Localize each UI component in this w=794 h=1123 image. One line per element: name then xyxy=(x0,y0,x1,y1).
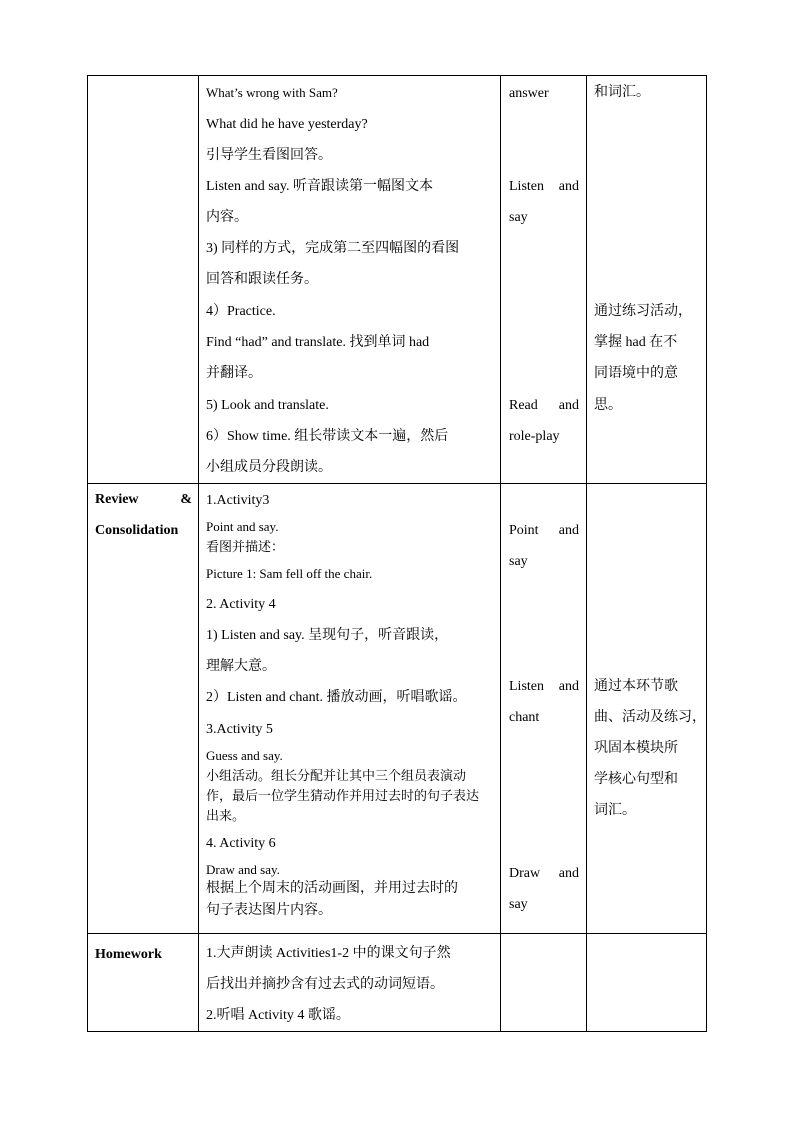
lesson-plan-table xyxy=(87,75,707,1032)
process-line: What’s wrong with Sam? xyxy=(206,85,338,100)
activity-line: role-play xyxy=(509,429,560,444)
purpose-line: 巩固本模块所 xyxy=(594,741,678,756)
purpose-cell xyxy=(587,484,707,934)
stage-cell xyxy=(88,76,199,484)
table-row xyxy=(88,76,707,484)
process-line: 引导学生看图回答。 xyxy=(206,148,332,163)
table-row xyxy=(88,484,707,934)
activity-cell xyxy=(501,76,587,484)
process-line: 后找出并摘抄含有过去式的动词短语。 xyxy=(206,977,444,992)
process-line: 6）Show time. 组长带读文本一遍，然后 xyxy=(206,429,449,444)
purpose-line: 学核心句型和 xyxy=(594,772,678,787)
process-line: Listen and say. 听音跟读第一幅图文本 xyxy=(206,179,433,194)
process-line: 3.Activity 5 xyxy=(206,722,273,737)
process-line: 5) Look and translate. xyxy=(206,398,329,413)
activity-line: Read and xyxy=(509,398,579,413)
process-line: 内容。 xyxy=(206,210,248,225)
process-cell xyxy=(199,484,501,934)
activity-line: Listen and xyxy=(509,179,579,194)
process-line: Point and say. xyxy=(206,519,279,534)
process-cell xyxy=(199,76,501,484)
process-line: 2）Listen and chant. 播放动画，听唱歌谣。 xyxy=(206,690,467,705)
process-line: 句子表达图片内容。 xyxy=(206,903,332,918)
activity-line: Draw and xyxy=(509,866,579,881)
purpose-line: 和词汇。 xyxy=(594,85,650,100)
purpose-cell xyxy=(587,934,707,1032)
purpose-line: 思。 xyxy=(594,398,622,413)
activity-line: say xyxy=(509,210,528,225)
process-line: 根据上个周末的活动画图，并用过去时的 xyxy=(206,881,458,896)
process-line: Draw and say. xyxy=(206,862,280,877)
activity-line: answer xyxy=(509,86,549,101)
process-line: 2.听唱 Activity 4 歌谣。 xyxy=(206,1008,350,1023)
process-line: 看图并描述： xyxy=(206,539,285,554)
activity-cell xyxy=(501,484,587,934)
process-line: 作，最后一位学生猜动作并用过去时的句子表达 xyxy=(206,788,480,803)
process-line: 1.Activity3 xyxy=(206,493,270,508)
activity-line: say xyxy=(509,554,528,569)
stage-label xyxy=(95,491,192,509)
activity-line: say xyxy=(509,897,528,912)
process-line: 1.大声朗读 Activities1-2 中的课文句子然 xyxy=(206,946,451,961)
stage-cell xyxy=(88,934,199,1032)
process-cell xyxy=(199,934,501,1032)
activity-line: chant xyxy=(509,710,540,725)
process-line: 2. Activity 4 xyxy=(206,597,276,612)
activity-line: Listen and xyxy=(509,679,579,694)
stage-line: Consolidation xyxy=(95,523,179,538)
purpose-line: 同语境中的意 xyxy=(594,366,678,381)
process-line: Guess and say. xyxy=(206,748,283,763)
activity-cell xyxy=(501,934,587,1032)
activity-line: Point and xyxy=(509,523,579,538)
stage-cell xyxy=(88,484,199,934)
purpose-line: 曲、活动及练习， xyxy=(594,710,706,725)
process-line: 出来。 xyxy=(206,808,246,823)
purpose-line: 掌握 had 在不 xyxy=(594,335,678,350)
purpose-line: 通过本环节歌 xyxy=(594,679,678,694)
process-line: 理解大意。 xyxy=(206,659,276,674)
process-line: 回答和跟读任务。 xyxy=(206,272,318,287)
stage-line-text: Review & xyxy=(95,492,192,507)
process-line: 小组成员分段朗读。 xyxy=(206,460,332,475)
process-line: Picture 1: Sam fell off the chair. xyxy=(206,566,373,581)
process-line: 3) 同样的方式，完成第二至四幅图的看图 xyxy=(206,241,460,256)
process-line: 1) Listen and say. 呈现句子，听音跟读， xyxy=(206,628,449,643)
process-line: What did he have yesterday? xyxy=(206,117,368,132)
process-line: 并翻译。 xyxy=(206,366,262,381)
stage-line: Homework xyxy=(95,947,162,962)
purpose-line: 通过练习活动， xyxy=(594,304,692,319)
stage-line xyxy=(95,491,192,509)
process-line: 4. Activity 6 xyxy=(206,836,276,851)
process-line: Find “had” and translate. 找到单词 had xyxy=(206,335,430,350)
purpose-cell xyxy=(587,76,707,484)
process-line: 4）Practice. xyxy=(206,304,276,319)
process-line: 小组活动。组长分配并让其中三个组员表演动 xyxy=(206,768,467,783)
table-row xyxy=(88,934,707,1032)
purpose-line: 词汇。 xyxy=(594,803,636,818)
